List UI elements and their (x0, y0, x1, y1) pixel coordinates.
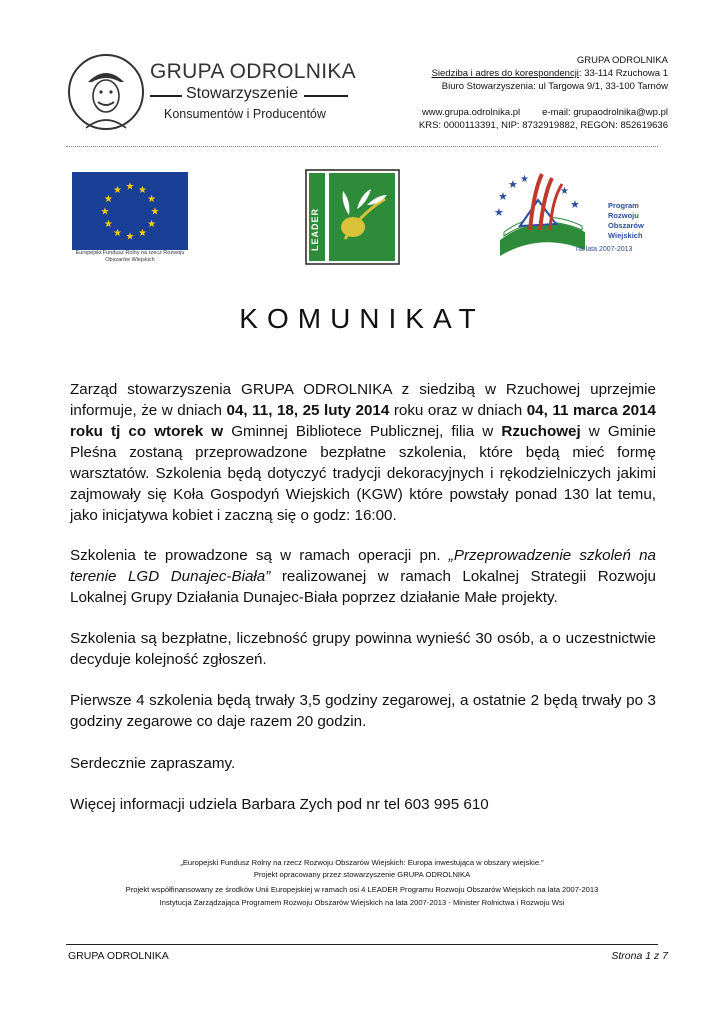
svg-text:★: ★ (498, 190, 508, 203)
paragraph-contact: Więcej informacji udziela Barbara Zych pod nr tel 603 995 610 (70, 796, 489, 813)
p1-text-c: roku oraz w dniach (389, 402, 527, 419)
eu-star-icon: ★ (150, 206, 160, 218)
page-number: Strona 1 z 7 (611, 950, 668, 962)
paragraph-announcement (70, 379, 656, 526)
header-www-link[interactable]: www.grupa.odrolnika.pl (421, 107, 521, 118)
eu-caption: Europejski Fundusz Rolny na rzecz Rozwoju Obszarów Wiejskich (75, 250, 185, 263)
p1-text-g: w Gminie Pleśna zostaną przeprowadzone bezpłatne szkolenia, które będą mieć formę warsztatów. Szkolenia będą dotyczyć tradycji dekoracyjnych i rękodzielniczych jakimi zajmowały się Koła Gospodyń Wiejskich (KGW) które powstały ponad 130 lat temu, jako inicjatywa kobiet i zaczną się o godz: 16:00. (70, 423, 656, 524)
eu-star-icon: ★ (103, 194, 113, 205)
eu-star-icon: ★ (100, 206, 110, 218)
paragraph-invitation: Serdecznie zapraszamy. (70, 755, 236, 772)
eu-star-icon: ★ (147, 194, 157, 205)
eu-star-icon: ★ (113, 184, 122, 196)
prow-text (608, 201, 644, 241)
header-web-email (422, 107, 668, 118)
eu-star-icon: ★ (125, 231, 135, 243)
header-email-link[interactable]: e-mail: grupaodrolnika@wp.pl (542, 107, 668, 118)
footer-line-3: Projekt współfinansowany ze środków Unii Europejskiej w ramach osi 4 LEADER Programu Rozwoju Obszarów Wiejskich na lata 2007-2013 (125, 885, 599, 894)
eu-stars-icon (72, 172, 188, 250)
header-office: Biuro Stowarzyszenia: ul Targowa 9/1, 33-100 Tarnów (441, 81, 668, 92)
eu-star-icon: ★ (138, 184, 147, 196)
p2-operation-name: „Przeprowadzenie szkoleń na terenie LGD Dunajec-Biała” (70, 547, 656, 585)
logo-subtitle-2: Konsumentów i Producentów (164, 107, 326, 121)
p1-text-a: Zarząd stowarzyszenia GRUPA ODROLNIKA z siedzibą w Rzuchowej uprzejmie informuje, że w dniach (70, 381, 656, 419)
logo-subtitle: Stowarzyszenie (186, 85, 299, 102)
footer-org: GRUPA ODROLNIKA (68, 950, 169, 962)
svg-text:★: ★ (560, 186, 569, 197)
eu-flag-logo (72, 172, 188, 250)
svg-text:★: ★ (508, 178, 518, 191)
prow-logo (490, 170, 650, 262)
logo-title: GRUPA ODROLNIKA (150, 60, 356, 83)
page-title: KOMUNIKAT (239, 303, 485, 334)
prow-line-2: Rozwoju (608, 211, 639, 220)
paragraph-duration: Pierwsze 4 szkolenia będą trwały 3,5 godziny zegarowej, a ostatnie 2 będą trwały po 3 godziny zegarowe co daje razem 20 godzin. (70, 692, 656, 730)
svg-text:★: ★ (570, 198, 580, 211)
header-org-name: GRUPA ODROLNIKA (576, 55, 668, 66)
p1-text-e: Gminnej Bibliotece Publicznej, filia w (223, 423, 502, 440)
seat-address: : 33-114 Rzuchowa 1 (578, 68, 668, 79)
footer-line-4: Instytucja Zarządzająca Programem Rozwoju Obszarów Wiejskich na lata 2007-2013 - Minister Rolnictwa i Rozwoju Wsi (159, 898, 565, 907)
p2-text-a: Szkolenia te prowadzone są w ramach operacji pn. (70, 547, 449, 564)
prow-line-3: Obszarów (608, 221, 644, 230)
svg-text:★: ★ (520, 174, 529, 185)
footer-rule (66, 944, 658, 945)
svg-text:★: ★ (494, 206, 504, 219)
footer-line-2: Projekt opracowany przez stowarzyszenie GRUPA ODROLNIKA (253, 870, 471, 879)
header-rule (66, 146, 658, 147)
prow-line-1: Program (608, 201, 639, 210)
p1-place: Rzuchowej (501, 423, 581, 440)
eu-star-icon: ★ (113, 228, 122, 240)
eu-star-icon: ★ (103, 219, 113, 230)
logo-divider-left (150, 95, 182, 97)
leader-logo (305, 169, 400, 265)
p1-dates-march: 04, 11 marca 2014 roku tj co wtorek w (70, 402, 656, 440)
seat-label: Siedziba i adres do korespondencji (431, 68, 579, 79)
prow-emblem-icon (490, 170, 590, 262)
farmer-portrait-icon (66, 52, 146, 132)
header-seat (432, 68, 668, 79)
prow-years: na lata 2007-2013 (576, 246, 633, 253)
eu-star-icon: ★ (147, 219, 157, 230)
footer-line-1: „Europejski Fundusz Rolny na rzecz Rozwoju Obszarów Wiejskich: Europa inwestująca w obszary wiejskie.” (180, 858, 544, 867)
logo-divider-right (304, 95, 348, 97)
eu-star-icon: ★ (138, 228, 147, 240)
paragraph-operation (70, 545, 656, 608)
p1-dates-february: 04, 11, 18, 25 luty 2014 (226, 402, 390, 419)
p2-text-c: realizowanej w ramach Lokalnej Strategii Rozwoju Lokalnej Grupy Działania Dunajec-Biała poprzez działanie Małe projekty. (70, 568, 656, 606)
prow-line-4: Wiejskich (608, 231, 643, 240)
leader-label (310, 237, 320, 251)
header-ids: KRS: 0000113391, NIP: 8732919882, REGON: 852619636 (418, 120, 668, 131)
eu-star-icon: ★ (125, 181, 135, 193)
paragraph-free-training: Szkolenia są bezpłatne, liczebność grupy powinna wynieść 30 osób, a o uczestnictwie decyduje kolejność zgłoszeń. (70, 630, 656, 668)
